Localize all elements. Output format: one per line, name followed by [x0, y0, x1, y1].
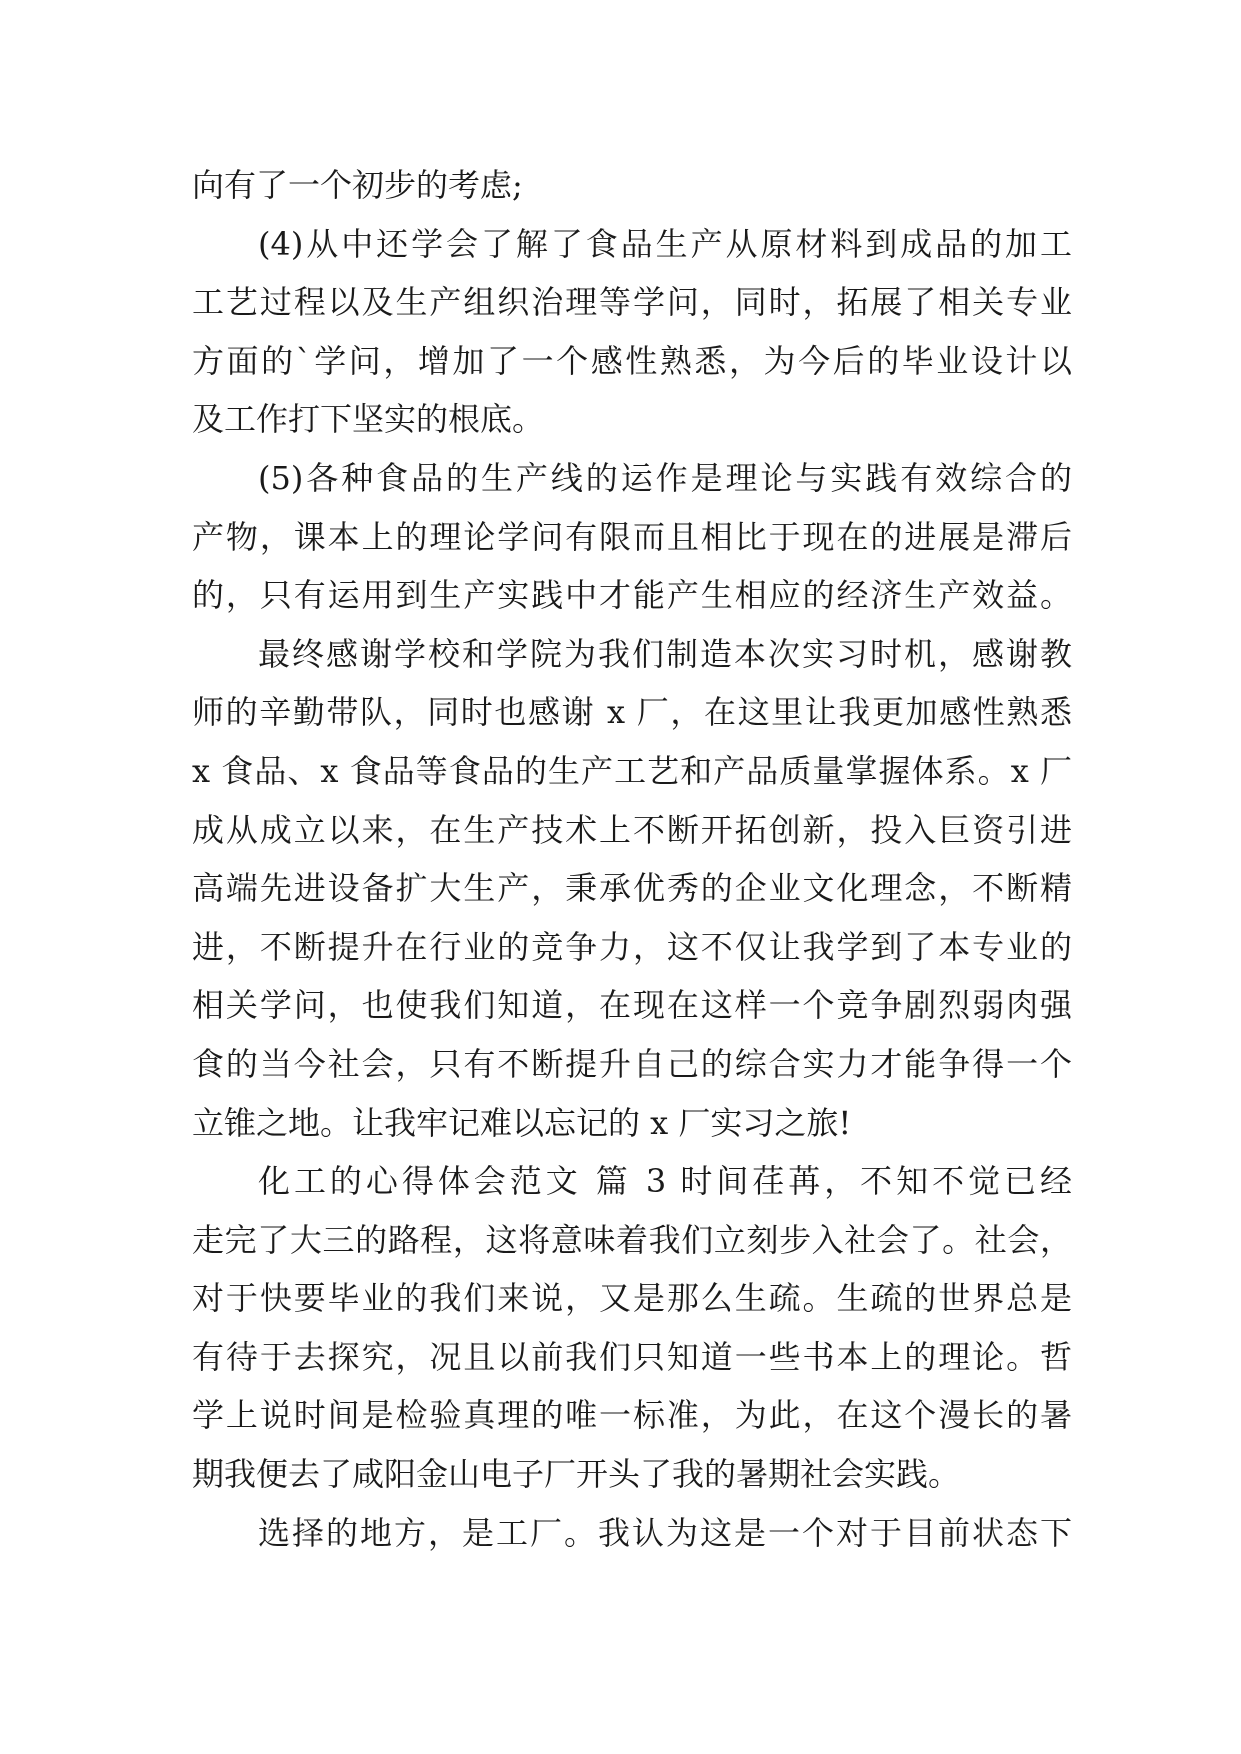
text-line: 成从成立以来，在生产技术上不断开拓创新，投入巨资引进 [192, 810, 1072, 849]
text-line: (4)从中还学会了解了食品生产从原材料到成品的加工 [258, 224, 1072, 263]
text-line: 工艺过程以及生产组织治理等学问，同时，拓展了相关专业 [192, 283, 1072, 322]
text-line: 最终感谢学校和学院为我们制造本次实习时机，感谢教 [258, 634, 1072, 673]
text-line: x 食品、x 食品等食品的生产工艺和产品质量掌握体系。x 厂 [192, 751, 1072, 790]
text-line: 高端先进设备扩大生产，秉承优秀的企业文化理念，不断精 [192, 869, 1072, 908]
text-line: 师的辛勤带队，同时也感谢 x 厂，在这里让我更加感性熟悉 [192, 693, 1072, 732]
text-line: 产物，课本上的理论学问有限而且相比于现在的进展是滞后 [192, 517, 1072, 556]
text-line: 走完了大三的路程，这将意味着我们立刻步入社会了。社会， [192, 1220, 1072, 1259]
text-line: (5)各种食品的生产线的运作是理论与实践有效综合的 [258, 458, 1072, 497]
text-line: 期我便去了咸阳金山电子厂开头了我的暑期社会实践。 [192, 1455, 961, 1494]
text-line: 食的当今社会，只有不断提升自己的综合实力才能争得一个 [192, 1044, 1072, 1083]
text-line: 的，只有运用到生产实践中才能产生相应的经济生产效益。 [192, 576, 1072, 615]
text-line: 进，不断提升在行业的竞争力，这不仅让我学到了本专业的 [192, 927, 1072, 966]
text-line: 有待于去探究，况且以前我们只知道一些书本上的理论。哲 [192, 1337, 1072, 1376]
text-line: 对于快要毕业的我们来说，又是那么生疏。生疏的世界总是 [192, 1279, 1072, 1318]
text-line: 相关学问，也使我们知道，在现在这样一个竞争剧烈弱肉强 [192, 986, 1072, 1025]
text-line: 学上说时间是检验真理的唯一标准，为此，在这个漫长的暑 [192, 1396, 1072, 1435]
text-line: 方面的`学问，增加了一个感性熟悉，为今后的毕业设计以 [192, 341, 1072, 380]
document-body [192, 156, 1072, 1562]
text-line: 选择的地方，是工厂。我认为这是一个对于目前状态下 [258, 1513, 1072, 1552]
text-line: 向有了一个初步的考虑; [192, 166, 523, 204]
text-line: 及工作打下坚实的根底。 [192, 400, 545, 439]
text-line: 立锥之地。让我牢记难以忘记的 x 厂实习之旅! [192, 1103, 852, 1142]
text-line: 化工的心得体会范文 篇 3 时间荏苒，不知不觉已经 [258, 1162, 1072, 1201]
